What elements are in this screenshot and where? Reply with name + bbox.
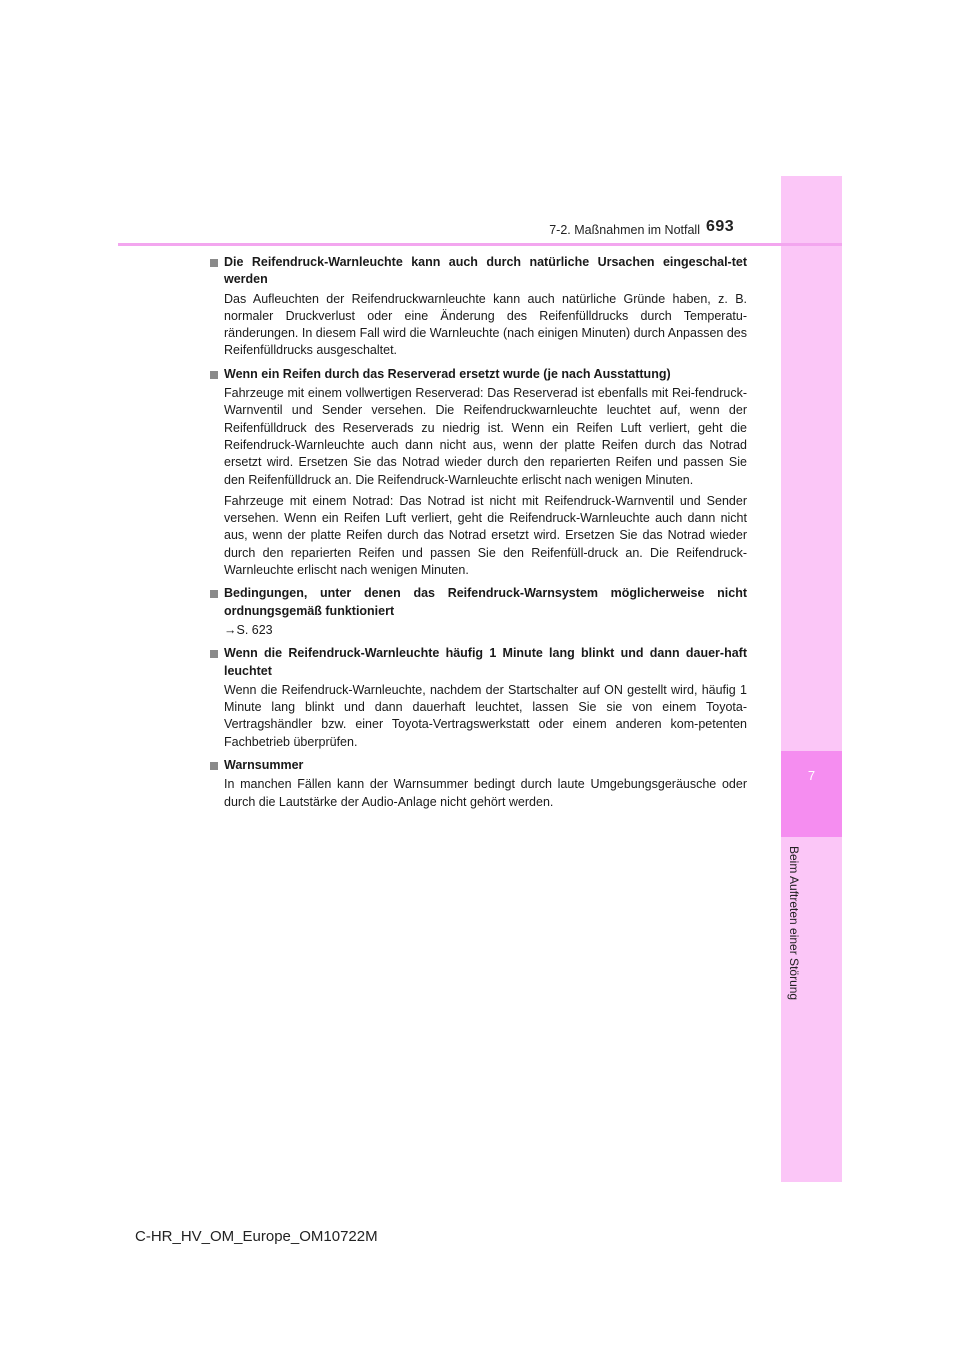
item-heading <box>210 254 747 289</box>
document-id: C-HR_HV_OM_Europe_OM10722M <box>135 1228 378 1245</box>
item-heading <box>210 366 747 383</box>
item-title: Bedingungen, unter denen das Reifendruck-Warnsystem möglicherweise nicht ordnungsgemäß funktioniert <box>224 586 747 618</box>
page-number: 693 <box>706 218 735 235</box>
page-content <box>210 254 747 817</box>
item-heading <box>210 645 747 680</box>
item-title: Die Reifendruck-Warnleuchte kann auch durch natürliche Ursachen eingeschal-tet werden <box>224 255 747 287</box>
content-item <box>210 757 747 811</box>
item-paragraph: In manchen Fällen kann der Warnsummer bedingt durch laute Umgebungsgeräusche oder durch die Lautstärke der Audio-Anlage nicht gehört werden. <box>224 777 747 809</box>
chapter-marker <box>781 751 842 837</box>
item-paragraph: Fahrzeuge mit einem vollwertigen Reserverad: Das Reserverad ist ebenfalls mit Rei-fendruck-Warnventil und Sender versehen. Die Reifendruckwarnleuchte leuchtet auf, wenn der Reifenfülldruck des Reserverads zu niedrig ist. Wenn ein Reifen Luft verliert, geht die Reifendruck-Warnleuchte auch dann nicht aus, wenn der platte Reifen durch das Notrad ersetzt wird. Ersetzen Sie das Notrad wieder durch den reparierten Reifen und passen Sie den Reifenfülldruck an. Die Reifendruck-Warnleuchte erlischt nach wenigen Minuten. <box>224 386 747 487</box>
chapter-number: 7 <box>807 768 816 783</box>
item-heading <box>210 757 747 774</box>
content-item <box>210 254 747 360</box>
section-label: 7-2. Maßnahmen im Notfall <box>549 223 700 237</box>
item-title: Wenn ein Reifen durch das Reserverad ersetzt wurde (je nach Ausstattung) <box>224 366 671 381</box>
page-reference: →S. 623 <box>224 622 273 637</box>
item-paragraph: Das Aufleuchten der Reifendruckwarnleuchte kann auch natürliche Gründe haben, z. B. normaler Druckverlust oder eine Änderung des Reifenfülldrucks durch Temperatu-ränderungen. In diesem Fall wird die Warnleuchte (nach einigen Minuten) durch Anpassen des Reifenfülldrucks ausgeschaltet. <box>224 291 747 358</box>
item-heading <box>210 585 747 620</box>
header-rule <box>118 243 842 246</box>
item-title: Warnsummer <box>224 758 304 773</box>
square-bullet-icon <box>210 259 218 267</box>
chapter-title: Beim Auftreten einer Störung <box>787 846 801 1001</box>
item-paragraph: Fahrzeuge mit einem Notrad: Das Notrad ist nicht mit Reifendruck-Warnventil und Sender versehen. Wenn ein Reifen Luft verliert, geht die Reifendruck-Warnleuchte auch dann nicht aus, wenn der platte Reifen durch das Notrad ersetzt wird. Ersetzen Sie das Notrad wieder durch den reparierten Reifen und passen Sie den Reifenfüll-druck an. Die Reifendruck-Warnleuchte erlischt nach wenigen Minuten. <box>224 493 747 578</box>
square-bullet-icon <box>210 650 218 658</box>
content-item <box>210 366 747 580</box>
item-title: Wenn die Reifendruck-Warnleuchte häufig 1 Minute lang blinkt und dann dauer-haft leuchtet <box>224 646 747 678</box>
item-paragraph: Wenn die Reifendruck-Warnleuchte, nachdem der Startschalter auf ON gestellt wird, häufig 1 Minute lang blinkt und dann dauerhaft leuchtet, lassen Sie sie von einem Toyota-Vertragshändler bzw. einer Toyota-Vertragswerkstatt oder einem anderen kom-petenten Fachbetrieb überprüfen. <box>224 682 747 749</box>
content-item <box>210 645 747 751</box>
chapter-side-tab <box>781 176 842 1182</box>
square-bullet-icon <box>210 590 218 598</box>
square-bullet-icon <box>210 762 218 770</box>
content-item <box>210 585 747 639</box>
square-bullet-icon <box>210 371 218 379</box>
